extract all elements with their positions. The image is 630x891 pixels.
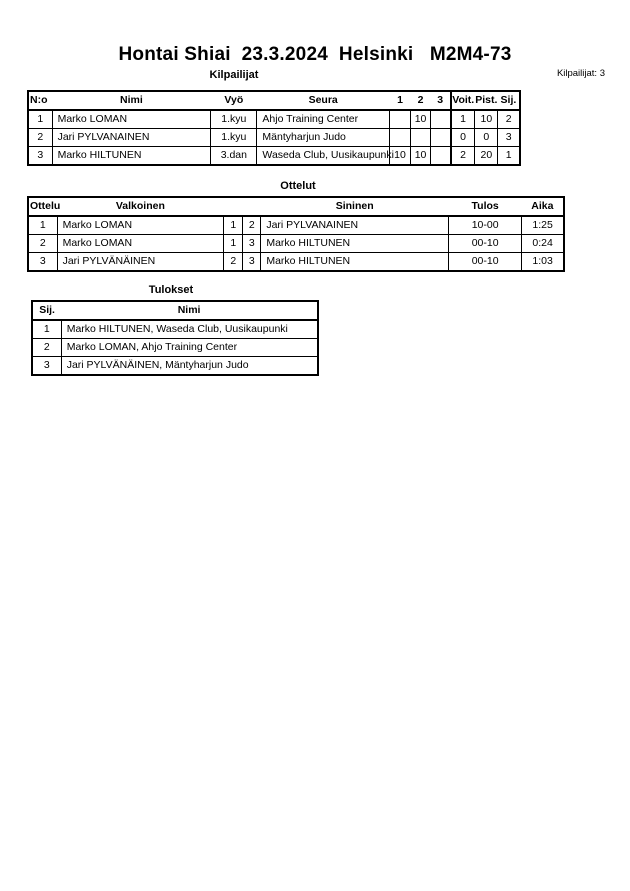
cell-nimi: Marko LOMAN, Ahjo Training Center — [61, 339, 318, 357]
cell-seura: Mäntyharjun Judo — [257, 129, 390, 147]
cell-ottelu: 3 — [28, 253, 57, 272]
column-header-valkoinen: Valkoinen — [57, 197, 224, 216]
cell-match1 — [389, 110, 410, 129]
column-header-sij: Sij. — [32, 301, 61, 320]
column-header-tulos: Tulos — [449, 197, 522, 216]
cell-pist: 10 — [475, 110, 498, 129]
table-row — [28, 110, 520, 129]
column-header-nimi: Nimi — [61, 301, 318, 320]
column-header-vyo: Vyö — [211, 91, 257, 110]
cell-valkoinen: Marko LOMAN — [57, 216, 224, 235]
cell-valkoinen: Jari PYLVÄNÄINEN — [57, 253, 224, 272]
cell-match3 — [431, 110, 451, 129]
column-header-white-no — [224, 197, 243, 216]
column-header-voit: Voit. — [451, 91, 475, 110]
cell-white-no: 1 — [224, 235, 243, 253]
cell-match1: 10 — [389, 147, 410, 166]
cell-pist: 20 — [475, 147, 498, 166]
column-header-blue-no — [243, 197, 261, 216]
cell-nimi: Marko HILTUNEN, Waseda Club, Uusikaupunki — [61, 320, 318, 339]
column-header-sij: Sij. — [498, 91, 520, 110]
table-row — [28, 216, 564, 235]
cell-sininen: Jari PYLVANAINEN — [261, 216, 449, 235]
table-header-row — [28, 197, 564, 216]
cell-nimi: Marko LOMAN — [52, 110, 211, 129]
cell-sij: 1 — [498, 147, 520, 166]
cell-no: 1 — [28, 110, 52, 129]
table-row — [28, 253, 564, 272]
table-header-row — [28, 91, 520, 110]
cell-tulos: 10-00 — [449, 216, 522, 235]
matches-table — [27, 196, 565, 272]
cell-match3 — [431, 147, 451, 166]
cell-blue-no: 3 — [243, 235, 261, 253]
table-row — [32, 339, 318, 357]
cell-sij: 2 — [498, 110, 520, 129]
cell-aika: 1:03 — [522, 253, 564, 272]
competitors-count-note: Kilpailijat: 3 — [556, 68, 605, 79]
column-header-ottelu: Ottelu — [28, 197, 57, 216]
cell-sij: 2 — [32, 339, 61, 357]
cell-match3 — [431, 129, 451, 147]
cell-nimi: Marko HILTUNEN — [52, 147, 211, 166]
cell-blue-no: 3 — [243, 253, 261, 272]
cell-white-no: 1 — [224, 216, 243, 235]
page-title: Hontai Shiai 23.3.2024 Helsinki M2M4-73 — [118, 44, 512, 65]
column-header-sininen: Sininen — [261, 197, 449, 216]
cell-voit: 0 — [451, 129, 475, 147]
table-row — [32, 357, 318, 376]
competitors-table — [27, 90, 521, 166]
section-title-competitors: Kilpailijat — [209, 69, 259, 81]
cell-match2: 10 — [411, 147, 431, 166]
column-header-match1: 1 — [389, 91, 410, 110]
column-header-aika: Aika — [522, 197, 564, 216]
cell-match2: 10 — [411, 110, 431, 129]
table-row — [28, 129, 520, 147]
column-header-match2: 2 — [411, 91, 431, 110]
column-header-pist: Pist. — [475, 91, 498, 110]
cell-nimi: Jari PYLVÄNÄINEN, Mäntyharjun Judo — [61, 357, 318, 376]
table-row — [28, 147, 520, 166]
table-header-row — [32, 301, 318, 320]
cell-tulos: 00-10 — [449, 235, 522, 253]
cell-voit: 1 — [451, 110, 475, 129]
column-header-seura: Seura — [257, 91, 390, 110]
cell-aika: 0:24 — [522, 235, 564, 253]
cell-sij: 3 — [498, 129, 520, 147]
cell-sij: 1 — [32, 320, 61, 339]
cell-vyo: 3.dan — [211, 147, 257, 166]
cell-sininen: Marko HILTUNEN — [261, 253, 449, 272]
cell-nimi: Jari PYLVANAINEN — [52, 129, 211, 147]
cell-sij: 3 — [32, 357, 61, 376]
cell-sininen: Marko HILTUNEN — [261, 235, 449, 253]
cell-blue-no: 2 — [243, 216, 261, 235]
cell-white-no: 2 — [224, 253, 243, 272]
cell-ottelu: 1 — [28, 216, 57, 235]
cell-no: 2 — [28, 129, 52, 147]
cell-tulos: 00-10 — [449, 253, 522, 272]
cell-seura: Ahjo Training Center — [257, 110, 390, 129]
cell-vyo: 1.kyu — [211, 110, 257, 129]
cell-pist: 0 — [475, 129, 498, 147]
section-title-results: Tulokset — [148, 284, 194, 296]
cell-seura: Waseda Club, Uusikaupunki — [257, 147, 390, 166]
table-row — [28, 235, 564, 253]
cell-voit: 2 — [451, 147, 475, 166]
cell-valkoinen: Marko LOMAN — [57, 235, 224, 253]
cell-aika: 1:25 — [522, 216, 564, 235]
column-header-nimi: Nimi — [52, 91, 211, 110]
column-header-match3: 3 — [431, 91, 451, 110]
cell-match1 — [389, 129, 410, 147]
cell-no: 3 — [28, 147, 52, 166]
cell-match2 — [411, 129, 431, 147]
column-header-no: N:o — [28, 91, 52, 110]
cell-ottelu: 2 — [28, 235, 57, 253]
cell-vyo: 1.kyu — [211, 129, 257, 147]
table-row — [32, 320, 318, 339]
section-title-matches: Ottelut — [280, 180, 316, 192]
results-table — [31, 300, 319, 376]
